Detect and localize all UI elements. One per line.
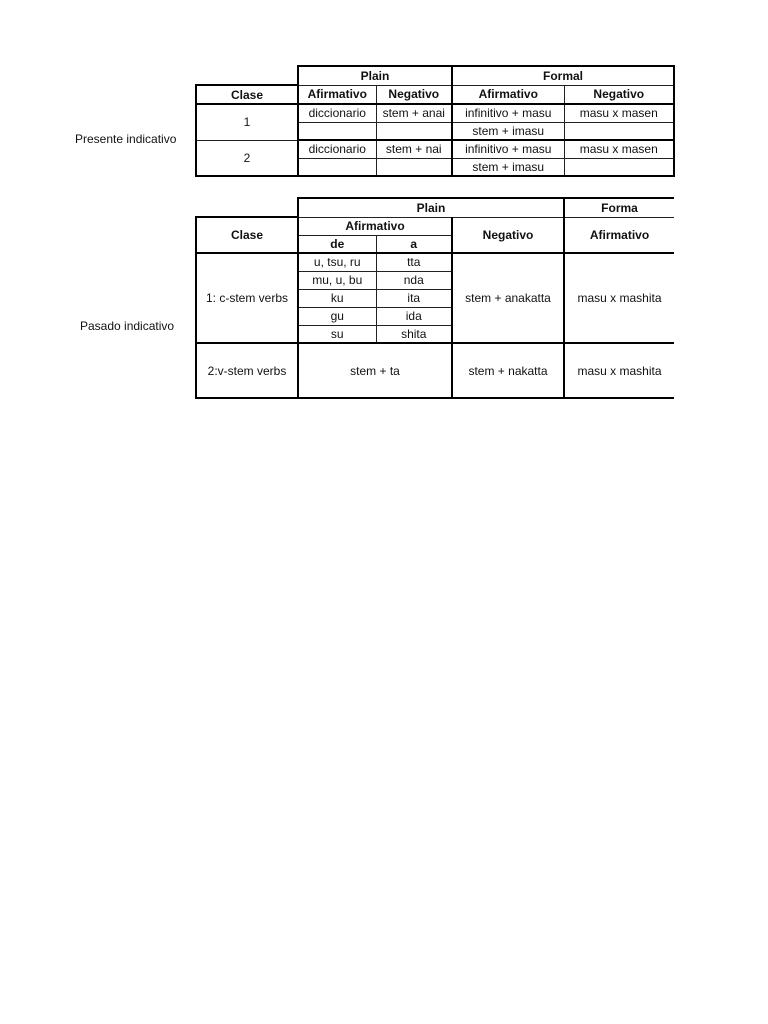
empty-cell [376, 122, 452, 140]
de-cell: mu, u, bu [298, 271, 376, 289]
empty-cell [298, 158, 376, 176]
present-section-label: Presente indicativo [75, 132, 177, 146]
table-row [196, 140, 674, 158]
formal-afirmativo-header: Afirmativo [564, 217, 674, 253]
de-cell: ku [298, 289, 376, 307]
formal-negativo-cell: masu x masen [564, 140, 674, 158]
empty-corner [196, 198, 298, 217]
a-cell: tta [376, 253, 452, 271]
class1-formal-afirmativo: masu x mashita [564, 253, 674, 343]
a-cell: ida [376, 307, 452, 325]
class2-afirmativo: stem + ta [298, 343, 452, 398]
empty-corner [196, 66, 298, 85]
formal-afirmativo-cell: infinitivo + masu [452, 104, 564, 122]
past-indicative-table [195, 197, 674, 399]
class1-label: 1: c-stem verbs [196, 253, 298, 343]
past-section-label: Pasado indicativo [80, 319, 175, 333]
de-header: de [298, 235, 376, 253]
de-cell: gu [298, 307, 376, 325]
table-row [196, 104, 674, 122]
formal-afirmativo-cell: infinitivo + masu [452, 140, 564, 158]
class1-negativo: stem + anakatta [452, 253, 564, 343]
formal-afirmativo-alt-cell: stem + imasu [452, 122, 564, 140]
class2-negativo: stem + nakatta [452, 343, 564, 398]
de-cell: u, tsu, ru [298, 253, 376, 271]
clase-header: Clase [196, 217, 298, 253]
class2-label: 2:v-stem verbs [196, 343, 298, 398]
clase-cell: 2 [196, 140, 298, 176]
empty-cell [298, 122, 376, 140]
a-header: a [376, 235, 452, 253]
plain-group-header: Plain [298, 66, 452, 85]
formal-afirmativo-alt-cell: stem + imasu [452, 158, 564, 176]
plain-negativo-header: Negativo [376, 85, 452, 104]
formal-afirmativo-header: Afirmativo [452, 85, 564, 104]
formal-group-header: Forma [564, 198, 674, 217]
formal-negativo-cell: masu x masen [564, 104, 674, 122]
a-cell: shita [376, 325, 452, 343]
present-indicative-table [195, 65, 675, 177]
formal-group-header: Formal [452, 66, 674, 85]
plain-afirmativo-cell: diccionario [298, 104, 376, 122]
table-row [196, 253, 674, 271]
plain-negativo-cell: stem + anai [376, 104, 452, 122]
a-cell: nda [376, 271, 452, 289]
empty-cell [564, 158, 674, 176]
empty-cell [564, 122, 674, 140]
clase-header: Clase [196, 85, 298, 104]
clase-cell: 1 [196, 104, 298, 140]
negativo-header: Negativo [452, 217, 564, 253]
empty-cell [376, 158, 452, 176]
class2-formal-afirmativo: masu x mashita [564, 343, 674, 398]
plain-afirmativo-header: Afirmativo [298, 85, 376, 104]
plain-afirmativo-cell: diccionario [298, 140, 376, 158]
plain-group-header: Plain [298, 198, 564, 217]
afirmativo-header: Afirmativo [298, 217, 452, 235]
table-row [196, 343, 674, 398]
plain-negativo-cell: stem + nai [376, 140, 452, 158]
formal-negativo-header: Negativo [564, 85, 674, 104]
de-cell: su [298, 325, 376, 343]
a-cell: ita [376, 289, 452, 307]
